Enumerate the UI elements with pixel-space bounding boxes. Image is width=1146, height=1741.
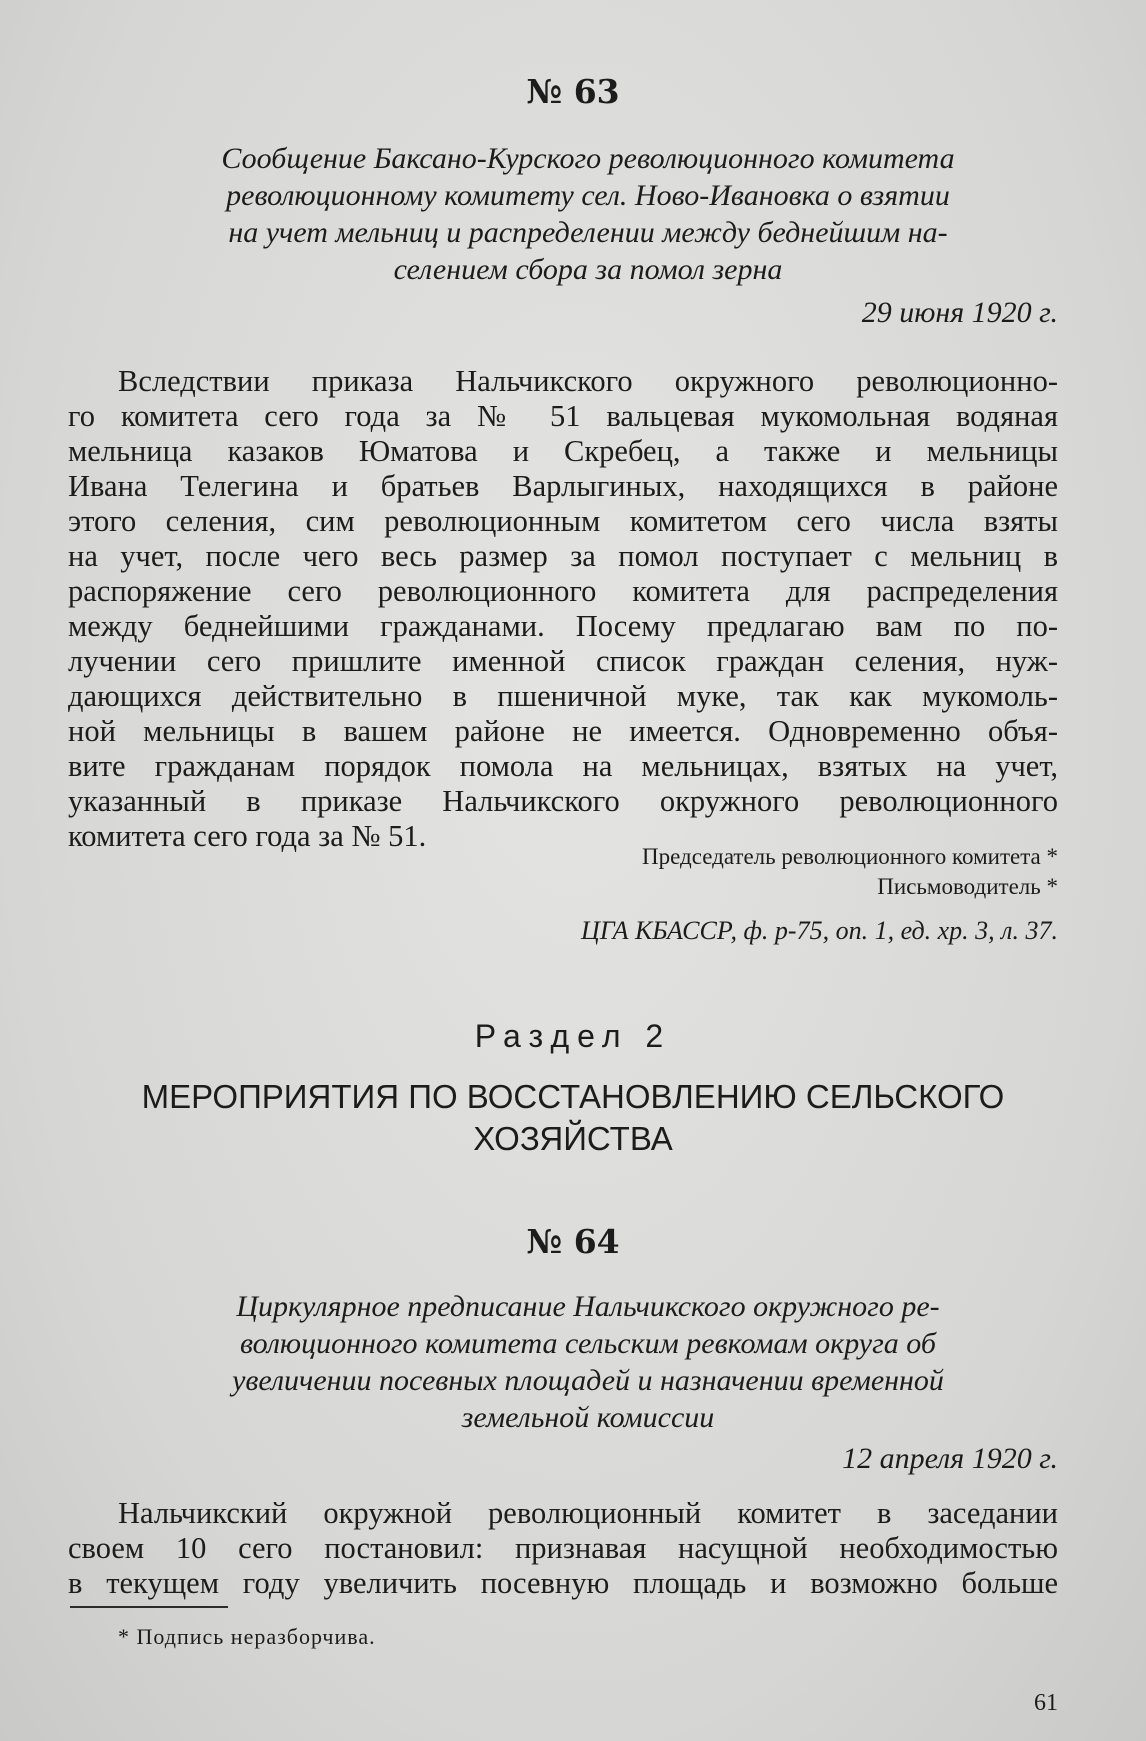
- section-title-line: ХОЗЯЙСТВА: [473, 1120, 673, 1157]
- doc64-number: № 64: [526, 1222, 620, 1261]
- doc63-body-line: Вследствии приказа Нальчикского окружного революционно-: [118, 364, 1058, 398]
- doc63-body-line: указанный в приказе Нальчикского окружного революционного: [68, 784, 1058, 818]
- section-label: Раздел 2: [474, 1018, 672, 1054]
- doc64-title-line: увеличении посевных площадей и назначении временной: [232, 1364, 944, 1397]
- signature-clerk: Письмоводитель *: [877, 874, 1058, 899]
- doc63-title-line: селением сбора за помол зерна: [393, 253, 783, 286]
- doc63-body-line: на учет, после чего весь размер за помол поступает с мельниц в: [68, 539, 1058, 573]
- footnote: * Подпись неразборчива.: [118, 1624, 376, 1649]
- footnote-divider: [70, 1606, 228, 1608]
- doc63-body-line: дающихся действительно в пшеничной муке, так как мукомоль-: [68, 679, 1058, 713]
- doc63-body-line: комитета сего года за № 51.: [68, 819, 427, 853]
- doc64-title-line: земельной комиссии: [461, 1401, 715, 1434]
- doc63-body-line: ной мельницы в вашем районе не имеется. Одновременно объя-: [68, 714, 1058, 748]
- doc63-body-line: между беднейшими гражданами. Посему предлагаю вам по по-: [68, 609, 1058, 643]
- doc64-date: 12 апреля 1920 г.: [842, 1442, 1058, 1475]
- section-title: [0, 1076, 1146, 1160]
- doc63-body-line: го комитета сего года за № 51 вальцевая мукомольная водяная: [68, 399, 1058, 433]
- signature-chairman: Председатель революционного комитета *: [642, 844, 1058, 869]
- doc64-body: [68, 1496, 1058, 1601]
- doc63-title-line: революционному комитету сел. Ново-Ивановка о взятии: [226, 179, 950, 212]
- doc63-body-line: мельница казаков Юматова и Скребец, а также и мельницы: [68, 434, 1058, 468]
- doc64-title-line: волюционного комитета сельским ревкомам округа об: [239, 1327, 937, 1360]
- doc63-title: [118, 140, 1058, 288]
- doc63-date: 29 июня 1920 г.: [861, 296, 1058, 329]
- doc64-title: [118, 1288, 1058, 1436]
- doc63-title-line: на учет мельниц и распределении между беднейшим на-: [228, 216, 948, 249]
- doc63-archive-reference: ЦГА КБАССР, ф. р-75, оп. 1, ед. хр. 3, л. 37.: [581, 916, 1058, 945]
- section-title-line: МЕРОПРИЯТИЯ ПО ВОССТАНОВЛЕНИЮ СЕЛЬСКОГО: [141, 1078, 1005, 1115]
- page-number: 61: [1034, 1690, 1058, 1716]
- doc63-body: [68, 364, 1058, 854]
- doc64-title-line: Циркулярное предписание Нальчикского окружного ре-: [236, 1290, 940, 1323]
- doc63-body-line: распоряжение сего революционного комитета для распределения: [68, 574, 1058, 608]
- doc63-title-line: Сообщение Баксано-Курского революционного комитета: [221, 142, 955, 175]
- doc63-number: № 63: [526, 72, 620, 111]
- doc63-body-line: этого селения, сим революционным комитетом сего числа взяты: [68, 504, 1058, 538]
- doc63-body-line: Ивана Телегина и братьев Варлыгиных, находящихся в районе: [68, 469, 1058, 503]
- doc64-body-line: своем 10 сего постановил: признавая насущной необходимостью: [68, 1531, 1058, 1565]
- doc63-body-line: вите гражданам порядок помола на мельницах, взятых на учет,: [68, 749, 1058, 783]
- doc63-signatures: [642, 842, 1058, 902]
- doc64-body-line: в текущем году увеличить посевную площадь и возможно больше: [68, 1566, 1058, 1600]
- doc63-body-line: лучении сего пришлите именной список граждан селения, нуж-: [68, 644, 1058, 678]
- doc64-body-line: Нальчикский окружной революционный комитет в заседании: [118, 1496, 1058, 1530]
